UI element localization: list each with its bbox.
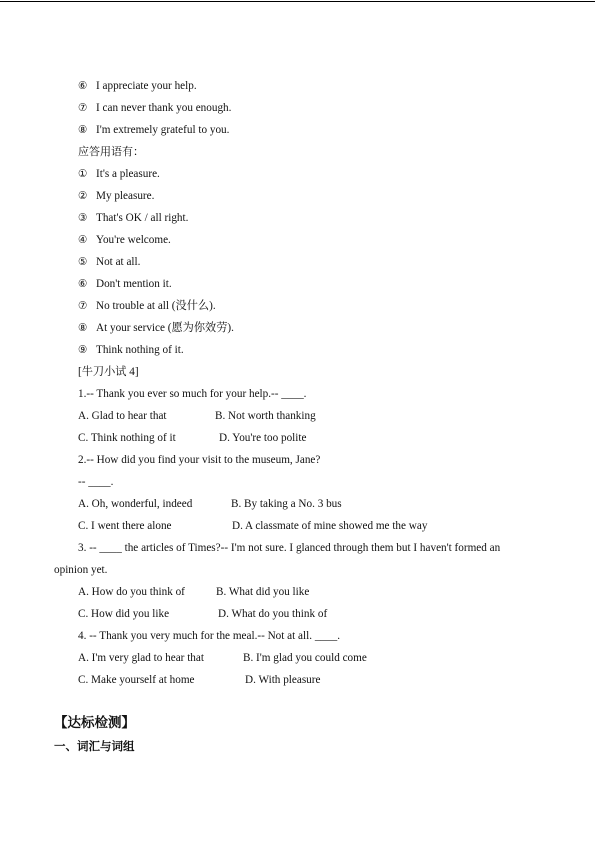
item-number: ④ <box>78 234 88 246</box>
response-item-5 <box>78 255 140 269</box>
item-number: ⑥ <box>78 80 88 92</box>
question-3-option-b: B. What did you like <box>216 586 310 598</box>
response-item-2 <box>78 189 154 203</box>
item-number: ② <box>78 190 88 202</box>
item-text: I'm extremely grateful to you. <box>96 124 230 136</box>
question-4-option-d: D. With pleasure <box>245 674 321 686</box>
response-item-8 <box>78 321 234 335</box>
item-number: ⑧ <box>78 124 88 136</box>
response-item-6 <box>78 277 172 291</box>
quiz-title: [牛刀小试 4] <box>78 366 139 378</box>
question-1-option-b: B. Not worth thanking <box>215 410 316 422</box>
section-heading: 【达标检测】 <box>54 715 135 731</box>
response-item-7 <box>78 299 216 313</box>
item-number: ⑦ <box>78 102 88 114</box>
question-1-option-d: D. You're too polite <box>219 432 307 444</box>
item-text: No trouble at all (没什么). <box>96 300 216 312</box>
response-item-9 <box>78 343 184 357</box>
question-3-option-a: A. How do you think of <box>78 586 185 598</box>
item-number: ⑨ <box>78 344 88 356</box>
top-rule <box>0 1 595 2</box>
item-text: It's a pleasure. <box>96 168 160 180</box>
thanks-item-6 <box>78 79 197 93</box>
question-4-option-a: A. I'm very glad to hear that <box>78 652 204 664</box>
item-text: That's OK / all right. <box>96 212 189 224</box>
question-1-option-c: C. Think nothing of it <box>78 432 176 444</box>
item-text: I can never thank you enough. <box>96 102 232 114</box>
question-1-option-a: A. Glad to hear that <box>78 410 167 422</box>
question-2-option-b: B. By taking a No. 3 bus <box>231 498 342 510</box>
question-4-stem: 4. -- Thank you very much for the meal.-- Not at all. ____. <box>78 630 341 642</box>
item-number: ① <box>78 168 88 180</box>
question-3-stem: 3. -- ____ the articles of Times?-- I'm not sure. I glanced through them but I haven't formed an <box>78 542 501 554</box>
subsection-heading: 一、词汇与词组 <box>54 739 135 753</box>
response-item-4 <box>78 233 171 247</box>
thanks-item-7 <box>78 101 231 115</box>
item-text: Don't mention it. <box>96 278 172 290</box>
item-text: My pleasure. <box>96 190 155 202</box>
question-1-stem: 1.-- Thank you ever so much for your help.-- ____. <box>78 388 307 400</box>
question-2-option-a: A. Oh, wonderful, indeed <box>78 498 193 510</box>
question-2-option-d: D. A classmate of mine showed me the way <box>232 520 428 532</box>
response-item-3 <box>78 211 188 225</box>
response-item-1 <box>78 167 160 181</box>
item-number: ③ <box>78 212 88 224</box>
question-2-answer-blank: -- ____. <box>78 476 114 488</box>
thanks-item-8 <box>78 123 229 137</box>
question-3-option-d: D. What do you think of <box>218 608 328 620</box>
question-4-option-b: B. I'm glad you could come <box>243 652 367 664</box>
item-text: Not at all. <box>96 256 141 268</box>
question-3-option-c: C. How did you like <box>78 608 170 620</box>
item-number: ⑤ <box>78 256 88 268</box>
item-text: I appreciate your help. <box>96 80 197 92</box>
item-text: At your service (愿为你效劳). <box>96 322 234 334</box>
question-3-stem-continued: opinion yet. <box>54 564 108 576</box>
item-number: ⑦ <box>78 300 88 312</box>
item-number: ⑥ <box>78 278 88 290</box>
question-4-option-c: C. Make yourself at home <box>78 674 195 686</box>
question-2-option-c: C. I went there alone <box>78 520 172 532</box>
question-2-stem: 2.-- How did you find your visit to the museum, Jane? <box>78 454 321 466</box>
responses-intro: 应答用语有： <box>78 145 144 158</box>
item-text: You're welcome. <box>96 234 171 246</box>
item-text: Think nothing of it. <box>96 344 184 356</box>
item-number: ⑧ <box>78 322 88 334</box>
